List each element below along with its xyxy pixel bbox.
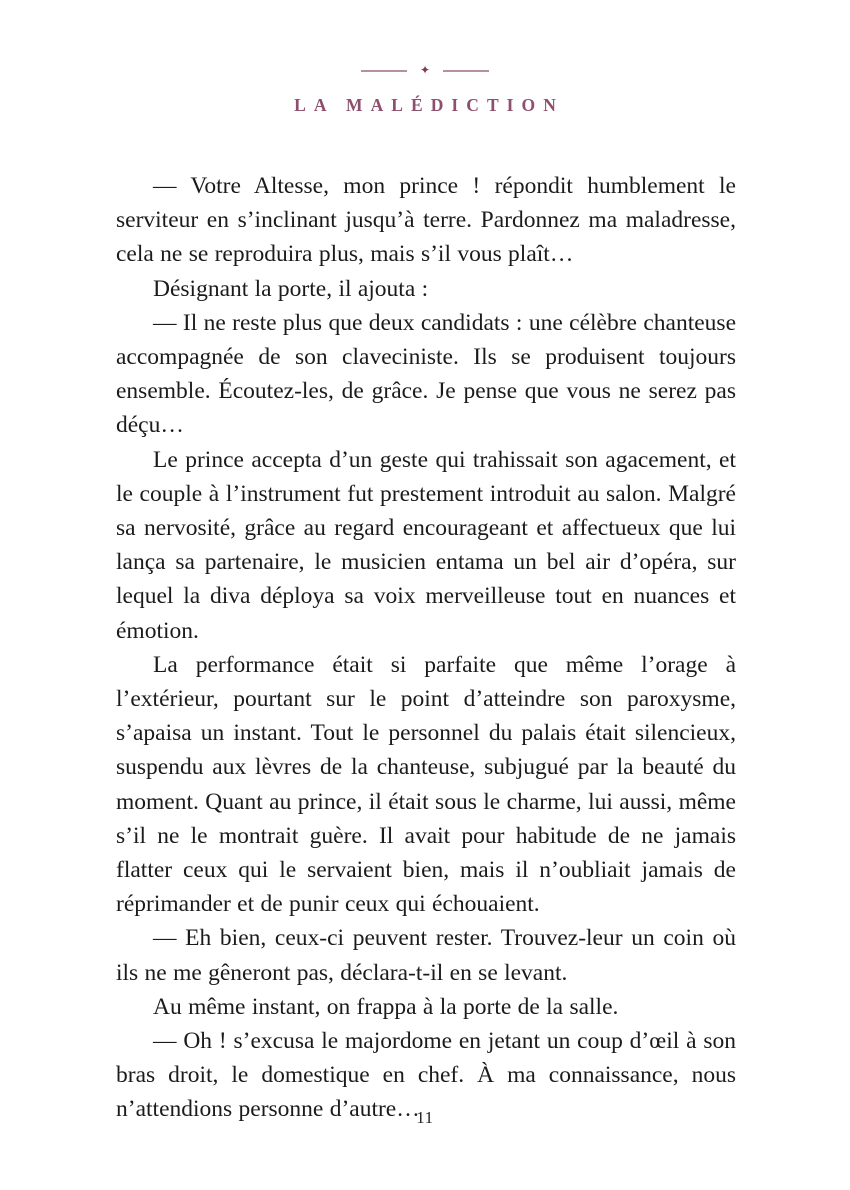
paragraph: Désignant la porte, il ajouta : xyxy=(153,275,429,302)
paragraph: — Il ne reste plus que deux candidats : une célèbre chanteuse accompagnée de son claveciniste. Ils se produisent toujours ensemble. Écoutez-les, de grâce. Je pense que vous ne serez pas déçu… xyxy=(116,309,736,439)
paragraph: Le prince accepta d’un geste qui trahissait son agacement, et le couple à l’instrument fut prestement introduit au salon. Malgré sa nervosité, grâce au regard encourageant et affectueux que lui lança sa partenaire, le musicien entama un bel air d’opéra, sur lequel la diva déploya sa voix merveilleuse tout en nuances et émotion. xyxy=(116,446,736,644)
ornament-divider xyxy=(0,64,850,78)
chapter-header xyxy=(0,64,850,116)
page-body xyxy=(116,169,736,1127)
page-footer xyxy=(0,1108,850,1128)
chapter-title: LA MALÉDICTION xyxy=(294,95,564,115)
page-number: 11 xyxy=(416,1108,434,1127)
ornament-line-right xyxy=(443,70,489,72)
paragraph: — Votre Altesse, mon prince ! répondit humblement le serviteur en s’inclinant jusqu’à terre. Pardonnez ma maladresse, cela ne se reproduira plus, mais s’il vous plaît… xyxy=(116,173,736,268)
paragraph: La performance était si parfaite que même l’orage à l’extérieur, pourtant sur le point d’atteindre son paroxysme, s’apaisa un instant. Tout le personnel du palais était silencieux, suspendu aux lèvres de la chanteuse, subjugué par la beauté du moment. Quant au prince, il était sous le charme, lui aussi, même s’il ne le montrait guère. Il avait pour habitude de ne jamais flatter ceux qui le servaient bien, mais il n’oubliait jamais de réprimander et de punir ceux qui échouaient. xyxy=(116,651,736,918)
paragraph: Au même instant, on frappa à la porte de la salle. xyxy=(153,993,619,1020)
paragraph: — Eh bien, ceux-ci peuvent rester. Trouvez-leur un coin où ils ne me gêneront pas, déclara-t-il en se levant. xyxy=(116,925,736,986)
ornament-line-left xyxy=(361,70,407,72)
paragraph: — Oh ! s’excusa le majordome en jetant un coup d’œil à son bras droit, le domestique en chef. À ma connaissance, nous n’attendions personne d’autre… xyxy=(116,1028,736,1123)
flower-ornament-icon: ✦ xyxy=(419,63,431,77)
